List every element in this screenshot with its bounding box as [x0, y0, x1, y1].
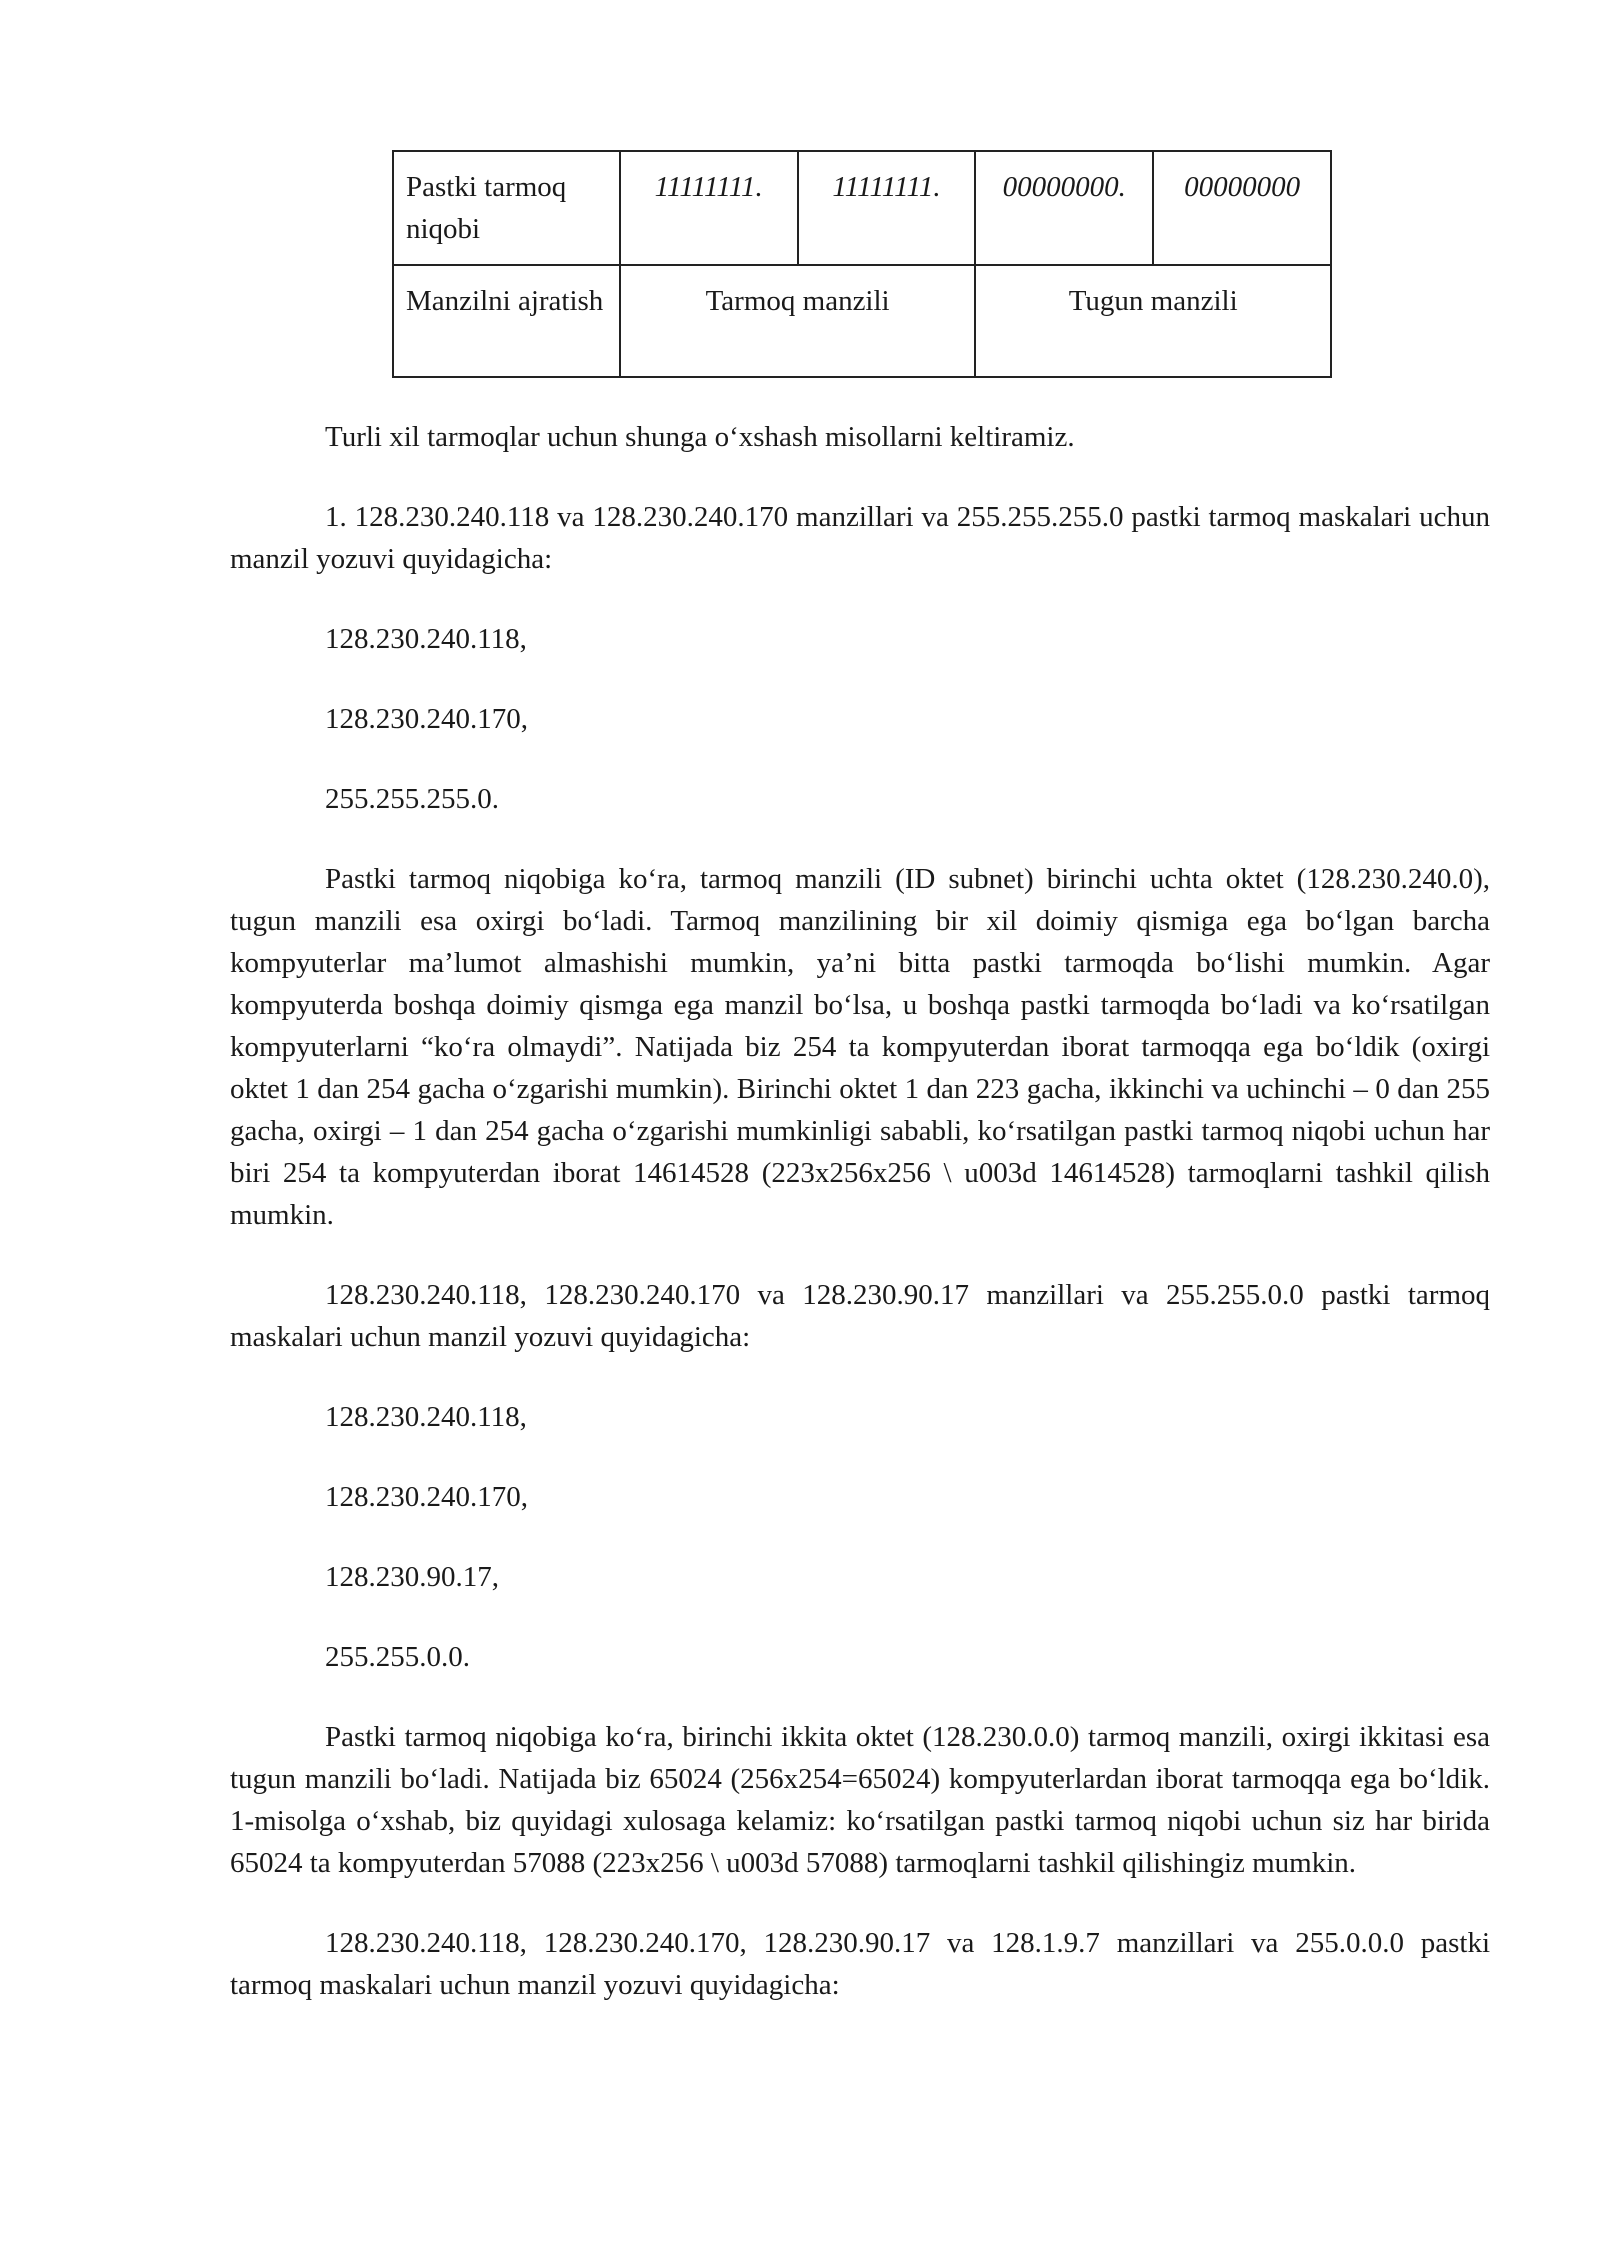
table-row [393, 151, 1331, 265]
table-cell-label: Manzilni ajratish [393, 265, 620, 377]
address-line: 128.230.90.17, [325, 1561, 499, 1593]
paragraph: 1. 128.230.240.118 va 128.230.240.170 manzillari va 255.255.255.0 pastki tarmoq maskalari uchun manzil yozuvi quyidagicha: [230, 501, 1490, 575]
table-cell-network: Tarmoq manzili [620, 265, 976, 377]
paragraph: 128.230.240.118, 128.230.240.170, 128.230.90.17 va 128.1.9.7 manzillari va 255.0.0.0 pastki tarmoq maskalari uchun manzil yozuvi quyidagicha: [230, 1927, 1490, 2001]
paragraph: Pastki tarmoq niqobiga ko‘ra, birinchi ikkita oktet (128.230.0.0) tarmoq manzili, oxirgi ikkitasi esa tugun manzili bo‘ladi. Natijada biz 65024 (256x254=65024) kompyuterlardan iborat tarmoqqa ega bo‘ldik. 1-misolga o‘xshab, biz quyidagi xulosaga kelamiz: ko‘rsatilgan pastki tarmoq niqobi uchun siz har birida 65024 ta kompyuterdan 57088 (223x256 \ u003d 57088) tarmoqlarni tashkil qilishingiz mumkin. [230, 1721, 1490, 1879]
document-page [230, 150, 1490, 2006]
table-cell-label: Pastki tarmoq niqobi [393, 151, 620, 265]
paragraph: 128.230.240.118, 128.230.240.170 va 128.230.90.17 manzillari va 255.255.0.0 pastki tarmoq maskalari uchun manzil yozuvi quyidagicha: [230, 1279, 1490, 1353]
address-line: 255.255.255.0. [325, 783, 499, 815]
address-line: 128.230.240.118, [325, 623, 527, 655]
address-line: 128.230.240.118, [325, 1401, 527, 1433]
subnet-mask-table [392, 150, 1332, 378]
table-cell-octet: 00000000 [1153, 151, 1331, 265]
table-row [393, 265, 1331, 377]
table-cell-octet: 00000000. [975, 151, 1153, 265]
table-cell-host: Tugun manzili [975, 265, 1331, 377]
address-line: 128.230.240.170, [325, 1481, 528, 1513]
address-line: 128.230.240.170, [325, 703, 528, 735]
table-cell-octet: 11111111. [620, 151, 798, 265]
table-cell-octet: 11111111. [798, 151, 976, 265]
paragraph: Turli xil tarmoqlar uchun shunga o‘xshash misollarni keltiramiz. [325, 421, 1075, 453]
paragraph: Pastki tarmoq niqobiga ko‘ra, tarmoq manzili (ID subnet) birinchi uchta oktet (128.230.240.0), tugun manzili esa oxirgi bo‘ladi. Tarmoq manzilining bir xil doimiy qismiga ega bo‘lgan barcha kompyuterlar ma’lumot almashishi mumkin, ya’ni bitta pastki tarmoqda bo‘lishi mumkin. Agar kompyuterda boshqa doimiy qismga ega manzil bo‘lsa, u boshqa pastki tarmoqda bo‘ladi va ko‘rsatilgan kompyuterlarni “ko‘ra olmaydi”. Natijada biz 254 ta kompyuterdan iborat tarmoqqa ega bo‘ldik (oxirgi oktet 1 dan 254 gacha o‘zgarishi mumkin). Birinchi oktet 1 dan 223 gacha, ikkinchi va uchinchi – 0 dan 255 gacha, oxirgi – 1 dan 254 gacha o‘zgarishi mumkinligi sababli, ko‘rsatilgan pastki tarmoq niqobi uchun har biri 254 ta kompyuterdan iborat 14614528 (223x256x256 \ u003d 14614528) tarmoqlarni tashkil qilish mumkin. [230, 863, 1490, 1231]
address-line: 255.255.0.0. [325, 1641, 470, 1673]
